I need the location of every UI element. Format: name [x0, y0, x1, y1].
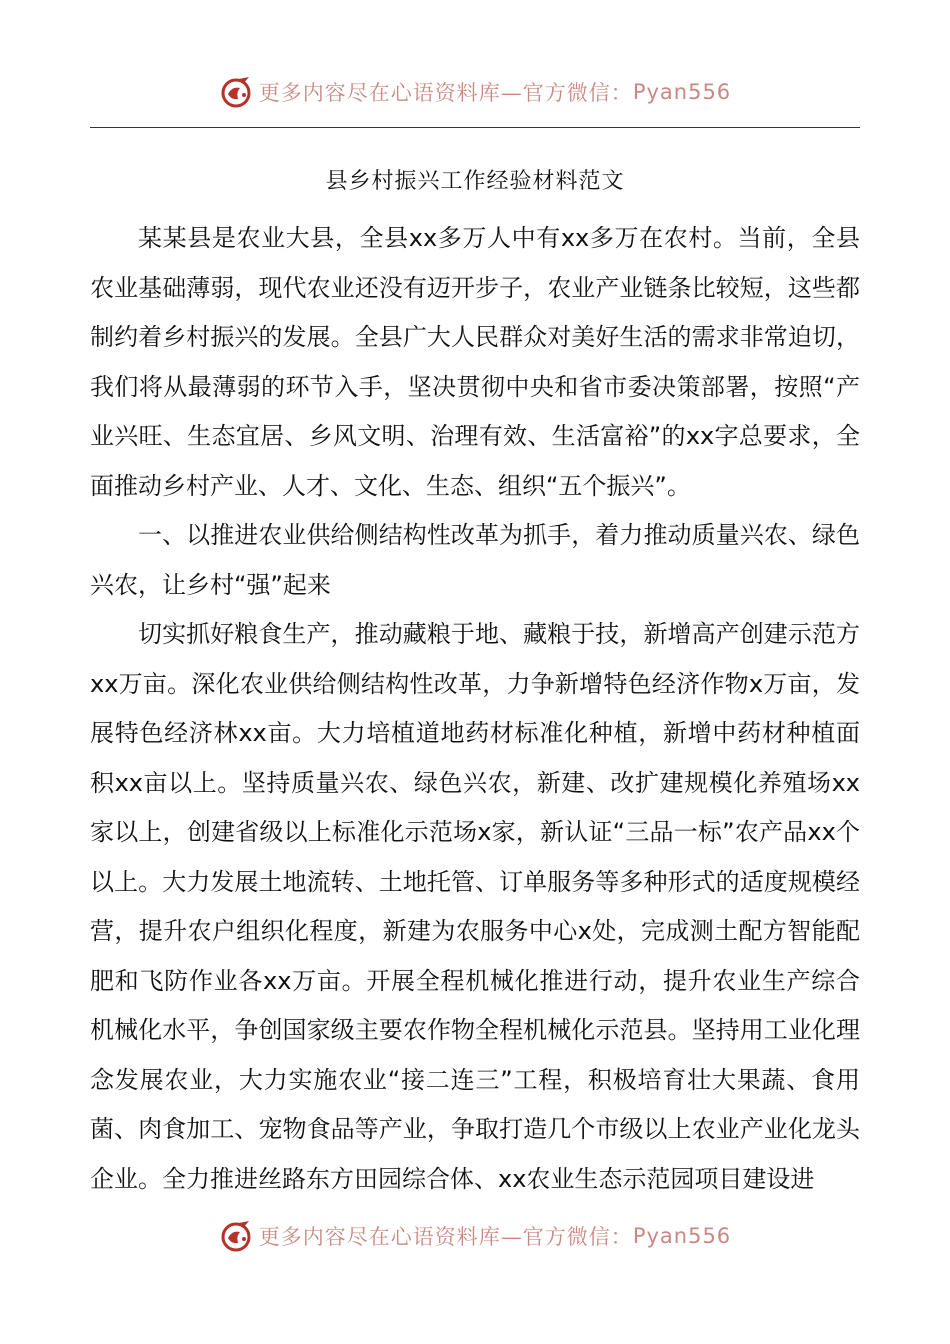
logo-icon	[219, 1219, 253, 1253]
banner-text: 更多内容尽在心语资料库—官方微信：	[258, 81, 633, 105]
banner-contact: Pyan556	[632, 80, 732, 104]
logo-icon	[219, 75, 253, 109]
paragraph-section-1: 切实抓好粮食生产，推动藏粮于地、藏粮于技，新增高产创建示范方xx万亩。深化农业供给侧结构性改革，力争新增特色经济作物x万亩，发展特色经济林xx亩。大力培植道地药材标准化种植，新增中药材种植面积xx亩以上。坚持质量兴农、绿色兴农，新建、改扩建规模化养殖场xx家以上，创建省级以上标准化示范场x家，新认证“三品一标”农产品xx个以上。大力发展土地流转、土地托管、订单服务等多种形式的适度规模经营，提升农户组织化程度，新建为农服务中心x处，完成测土配方智能配肥和飞防作业各xx万亩。开展全程机械化推进行动，提升农业生产综合机械化水平，争创国家级主要农作物全程机械化示范县。坚持用工业化理念发展农业，大力实施农业“接二连三”工程，积极培育壮大果蔬、食用菌、肉食加工、宠物食品等产业，争取打造几个市级以上农业产业化龙头企业。全力推进丝路东方田园综合体、xx农业生态示范园项目建设进	[90, 620, 860, 1193]
section-heading-1: 一、以推进农业供给侧结构性改革为抓手，着力推动质量兴农、绿色兴农，让乡村“强”起来	[90, 521, 860, 599]
banner-text: 更多内容尽在心语资料库—官方微信：	[258, 1225, 633, 1249]
banner-contact: Pyan556	[632, 1224, 732, 1248]
header-watermark-banner	[0, 72, 950, 112]
paragraph-intro: 某某县是农业大县，全县xx多万人中有xx多万在农村。当前，全县农业基础薄弱，现代农业还没有迈开步子，农业产业链条比较短，这些都制约着乡村振兴的发展。全县广大人民群众对美好生活的需求非常迫切，我们将从最薄弱的环节入手，坚决贯彻中央和省市委决策部署，按照“产业兴旺、生态宜居、乡风文明、治理有效、生活富裕”的xx字总要求，全面推动乡村产业、人才、文化、生态、组织“五个振兴”。	[90, 224, 860, 500]
document-title: 县乡村振兴工作经验材料范文	[325, 169, 625, 194]
footer-watermark-banner	[0, 1216, 950, 1256]
document-body	[90, 214, 860, 1204]
header-divider	[90, 127, 860, 128]
